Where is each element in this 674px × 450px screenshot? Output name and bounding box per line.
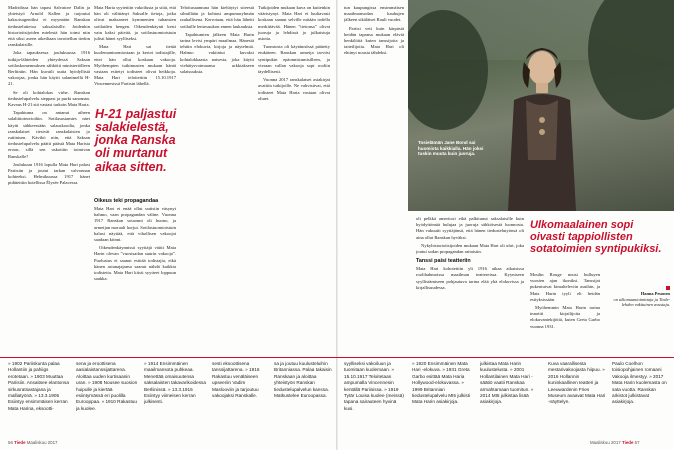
paragraph: Madridissa hän tapasi Salvatore Dalín ja yhteistyö Arnold Kallen ja tarjoutui kaksoisagentiksi ei myymään Ranskan tiedustelutietoa saksalaisille. Joidenkin historioitsijoiden mielestä hän toimi niin että siksi aseen aikeiltaan tavoitellun tiedon ranskalaisille. (8, 5, 90, 48)
paragraph: Se oli kohtalokas virhe. Ranskan tiedustelupalvelu sieppasi ja purki sanoman. Kavaus H-21:stä vastasi tarkoin Mata Haria. (8, 89, 90, 108)
magazine-brand: Tiede (622, 440, 634, 445)
end-mark-icon (666, 286, 670, 290)
article-column-2 (94, 5, 176, 105)
paragraph: Tapahtumien jälkeen Mata Harin tarina levisi ympäri maailmaa. Hänestä tehtiin elokuvia, kirjoja ja näytelmiä. Hahmo vakiintui kuvaksi kohtalokkaasta naisesta, joka käytti viehätysvoimaansa urkkiakseen salaisuuksia. (180, 31, 254, 75)
paragraph: Vuonna 2017 ranskalaiset asiakirjat avattiin tutkijoille. Ne vahvistivat, että todisteet Mata Haria vastaan olivat ohuet. (258, 77, 330, 101)
woman-portrait-illustration (496, 40, 588, 211)
issue-date: Maaliskuu 2017 (26, 440, 58, 445)
author-name: Hanna Pesonen (640, 290, 670, 296)
timeline-column: » 1902 Pariiskunta palaa Hollantiin ja pahiigs erotetaan. » 1903 Muuttaa Pariisiin. Ansaitsee elantonsa sirkusratsastajana ja malliatyönä. » 13.3.1905 Esiintyy ensimmäisen kerran Mata Harina, eksootti- (8, 361, 69, 411)
section-subhead: Tanssi paisi teatteriin (416, 258, 471, 265)
paragraph: Mata Hari kohotettiin yli 1916 aikaa aikaisissa roolihahmoissa maailman teattereissa. Kyyniseen syyllistämiseen pohjautuva tarina elää yhä elokuvissa ja kirjallisuudessa. (416, 266, 524, 290)
paragraph: Mata Haria syytettiin vakoilusta ja siitä, että hän oli välittänyt Saksalle tietoja, jotka olivat maksaneet kymmenien tuhansien sotilaiden hengen. Oikeudenkäynti kesti vain kaksi päivää, ja sotilastuomioistuin julisti hänet syylliseksi. (94, 5, 176, 42)
paragraph: Tuomiosta oli käytännössä päätetty etukäteen. Ranskan armeija tarvitsi syntipukin epäonnistumisilleen, ja vieraan vallan vakooja sopi rooliin täydellisesti. (258, 44, 330, 75)
paragraph: Mata Hari ei enää ollut uutisiin väsynyt hahmo, vaan propagandan väline. Vuonna 1917 Ranskan sotaonni oli huono, ja armeijan moraali horjui. Sotilastuomioistuin halusi näyttää, että vihollisen vakoojat saadaan kiinni. (94, 206, 176, 243)
right-page-footer (590, 440, 640, 445)
timeline-column: julkistaa Mata Harin kuulustelusta. » 2001 Hollantilainen Mata Hari -säätiö vaatii Ranskaa armahtamaan tuomitun. » 2014 MI5 julkistaa lisää asiakirjoja. (480, 361, 534, 405)
paragraph: Teloitusaamuna hän kieltäytyi siteestä silmillään ja kohtasi ampumaryhmän rauhallisena. Kerrotaan, että hän lähetti sotilaille lentosuukon ennen laukauksia. (180, 5, 254, 29)
article-column-2b (94, 195, 176, 355)
photo-foliage (588, 0, 674, 120)
timeline-column: » 1920 Ensimmäinen Mata Hari -elokuva. » 1931 Greta Garbo esittää Mata Haria Hollywood-elokuvassa. » 1999 Britannian tiedustelupalvelu MI5 julkisti Mata Harin asiakirjoja. (412, 361, 471, 405)
paragraph: Myöhemmin Mata Harin tarina innoitti kirjailijoita ja elokuvantekijöitä, kuten Greta Garbo vuonna 1931. (530, 305, 600, 329)
magazine-brand: Tiede (14, 440, 26, 445)
paragraph: Nykyhistorioitsijoiden mukaan Mata Hari oli uhri, joka joutui sodan propagandan rattaisiin. (416, 242, 524, 255)
photo-caption: Tosielämän Jane Bond sai huomiota kaikkialla. Hän joksi tuskin muuta kuin juoruja. (418, 140, 484, 157)
page-number: 57 (634, 440, 640, 445)
timeline-column: sena ja eroottisena aasialaistanssijattarena. Aloittaa uuden kurtisaanin uran. » 1908 Nousee suosion huipulle ja kiertää esiintymässä eri puolilla Eurooppaa. » 1910 Rakastuu ja kuolee. (76, 361, 138, 411)
issue-date: Maaliskuu 2017 (590, 440, 621, 445)
article-column-1 (8, 5, 90, 355)
timeline-column: » 1914 Ensimmäinen maailmansota puhkeaa. Menettää omaisuutensa saksalaisten takavarikoidessa Berliinissä. » 13.3.1915 Esiintyy viimeisen kerran julkisesti. (144, 361, 206, 405)
paragraph: tun kaupungissa ensimmäisen maailmansodan kauhujen jälkeen sikäläiset Rauli vuodet. (344, 5, 404, 23)
timeline-strip (0, 357, 674, 438)
timeline-column: Kuva vaarallisesta mestarivakoojasta hiipuu. » 2016 Hollannin kuninkaallinen teatteri ja Leeuwardenin Fries Museum avaavat Mata Hari -näyttelyn. (548, 361, 606, 405)
paragraph: Tapahtuma on antanut aiheen salaliittoteorioihin. Sotilasasiamies näet käytti sähkeessään salauskoodia, jonka ranskalaiset tiesivät ranskalaisten jo rutiinisen. Kävikö niin, että Saksan tiedustelupalvelu päätti päästä Mata Harista eroon, sillä sen uskottiin toimivan Ranskalle? (8, 110, 90, 159)
left-page-footer (8, 440, 58, 445)
paragraph: Oikeudenkäynnissä syyttäjä väitti Mata Harin olevan ”vuosisadan suurin vakooja”. Puolustus ei saanut esittää todistajia, eikä hänen asianajajansa saanut nähdä kaikkia todisteita. Mata Hari kiisti syytteet loppuun saakka. (94, 245, 176, 282)
article-column-4 (258, 5, 330, 355)
page-number: 56 (8, 440, 13, 445)
author-role: on ulkomaantoimittaja ja Tiede-lehden vakituinen avustaja. (613, 296, 670, 308)
timeline-column: sa ja joutuu kuulusteluihin Britanniassa. Palaa takaisin Ranskaan ja aloittaa yhteistyön Ranskan tiedustelupalvelun kanssa. Matkustelee Euroopassa. (274, 361, 332, 399)
timeline-column: syylliseksi vakoiluun ja tuomitaan kuolemaan. » 15.10.1917 Teloitetaan ampumalla Vincennesin kentällä Pariisissa. » 1919 Tytär Louisa kuolee (meissä) tapana sairauteen hyvinä kusi. (344, 361, 404, 411)
article-column-5 (344, 5, 404, 210)
paragraph: Mata Hari sai tietää kuolemantuomiostaan ja kertoi todistajille, ettei hän ollut koskaan vakooja. Myöhempien tutkimusten mukaan häntä vastaan esitetyt todisteet olivat heikkoja. Mata Hari teloitettiin 15.10.1917 Vincennesissä Pariisin lähellä. (94, 44, 176, 87)
section-subhead: Oikeus teki propagandaa (94, 198, 159, 204)
paragraph: Joulukuun 1916 lopulla Mata Hari palasi Pariisiin ja joutui tarkan valvonnan kohteeksi. Helmikuussa 1917 hänet pidätettiin hotellissa Élysée Palacessa. (8, 161, 90, 186)
timeline-column: Paulo Coelhon toisiopohjainen romaani Vakooja ilmestyy. » 2017 Mata Harin kuolemasta on sata vuotta. Ranskan arkistot julkistavat asiakirjoja. (612, 361, 667, 405)
paragraph: Tutkijoiden mukaan kuva on kuitenkin vääristynyt. Mata Hari ei luultavasti koskaan saanut selville mitään todella merkittävää. Hänen ”tietonsa” olivat juoruja ja lehdissä jo julkaistuja asioita. (258, 5, 330, 42)
article-column-6 (416, 216, 524, 356)
article-headline: H-21 paljastui salakielestä, jonka Ranska oli murtanut aikaa sitten. (95, 107, 177, 174)
paragraph: oli pelkkä ameritori eikä palkitunut saksalaisille kuin hyödyttömää hulujaa ja juoruja sähköisestä luonnosta. Hän vakuutti syyttäjänsä, että hänen tiedustelutyönsä oli aina ollut Ranskan hyväksi. (416, 216, 524, 240)
paragraph: Joka tapauksessa joulukuussa 1916 tutkija-lähteiden yhteydessä Saksan sotilaskomennuksen sähkötti ministeriölleen Berliiniin. Hän kuvaili uutta hyödyllistä vakoojaa, jonka hän käytti salanimellä H-21. (8, 50, 90, 87)
article-photo (408, 0, 674, 211)
paragraph: Pariisi veti kuin kärpäsiä heidän tapansa mukaan eläviä henkilöitä kuten tanssijoita ja taiteilijoita. Mata Hari oli ehtinyt nousta tähdeksi. (344, 25, 404, 56)
article-column-7 (530, 272, 600, 356)
paragraph: Moulin Rouge nousi hulluyen vuosien ajan ikoniksi. Tanssijat pukeutuivat kimalteleviin asuihin, ja Mata Harin tyyli eli heidän esityksissään. (530, 272, 600, 302)
author-byline (604, 285, 670, 308)
timeline-column: sesti eksoottisena tanssijattarena. » 1916 Rakastuu venäläiseen upseeriin Vadim Maslooviin ja tarjoutuu vakoojaksi Ranskalle. (212, 361, 260, 399)
pull-quote: Ulkomaalainen sopi oivasti tappiollisten sotatoimien syntipukiksi. (530, 219, 662, 255)
article-column-3 (180, 5, 254, 355)
